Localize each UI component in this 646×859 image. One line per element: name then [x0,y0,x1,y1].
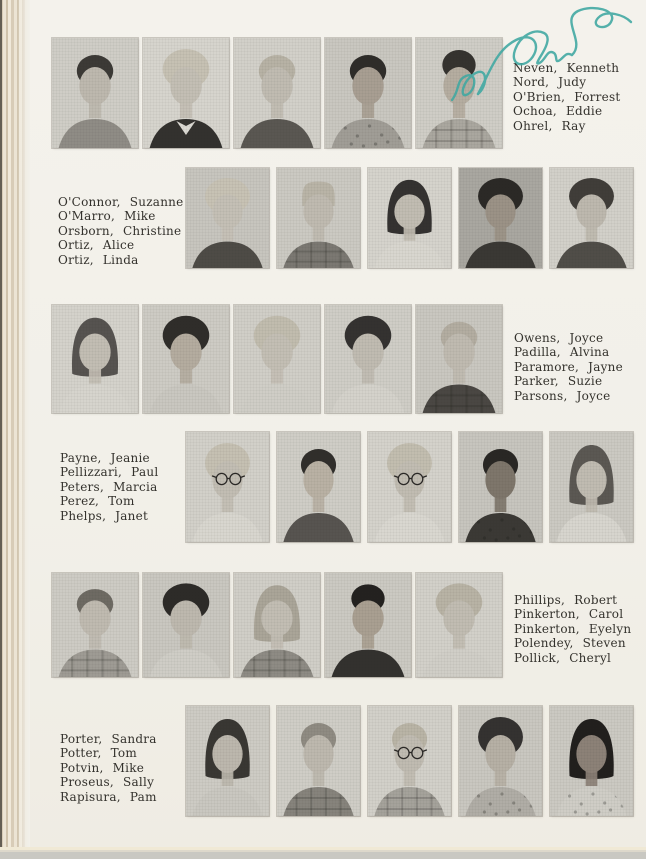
portrait-photo [416,38,502,148]
portrait-illustration [368,168,451,268]
portrait-photo [416,305,502,413]
student-name: O'Marro, Mike [58,209,156,224]
student-name: Pinkerton, Eyelyn [514,621,632,636]
portrait-photo [277,432,360,542]
portrait-photo [186,168,269,268]
portrait-illustration [459,168,542,268]
student-name: Paramore, Jayne [514,359,623,374]
portrait-illustration [325,38,411,148]
student-name: Phelps, Janet [60,508,149,523]
student-name: Ortiz, Linda [58,252,139,267]
portrait-illustration [277,706,360,816]
portrait-photo [459,432,542,542]
portrait-photo [550,706,633,816]
student-name: O'Connor, Suzanne [58,195,184,209]
portrait-illustration [368,432,451,542]
portrait-photo [325,38,411,148]
portrait-illustration [186,706,269,816]
student-name: Payne, Jeanie [60,451,150,465]
page-bottom-edge [0,847,646,859]
student-name: Proseus, Sally [60,775,155,790]
student-name: Polendey, Steven [514,636,626,651]
student-name: Potter, Tom [60,746,138,761]
portrait-illustration [143,573,229,677]
student-name: Ochoa, Eddie [513,104,603,119]
portrait-illustration [52,38,138,148]
portrait-illustration [186,168,269,268]
portrait-photo [52,573,138,677]
portrait-photo [368,706,451,816]
student-name: Neven, Kenneth [513,61,620,75]
portrait-photo [234,305,320,413]
portrait-photo [368,168,451,268]
portrait-photo [325,305,411,413]
portrait-illustration [52,573,138,677]
names-list [60,732,157,804]
portrait-illustration [550,706,633,816]
names-list [60,451,158,523]
names-list [513,61,620,133]
portrait-illustration [368,706,451,816]
student-name: Pellizzari, Paul [60,465,159,480]
portrait-photo [234,38,320,148]
yearbook-row [0,432,646,542]
portrait-photo [143,305,229,413]
portrait-illustration [459,432,542,542]
student-name: Parker, Suzie [514,374,603,389]
portrait-photo [459,706,542,816]
portrait-photo [416,573,502,677]
portrait-illustration [234,38,320,148]
portrait-illustration [550,168,633,268]
portrait-photo [234,573,320,677]
portrait-photo [186,432,269,542]
student-name: O'Brien, Forrest [513,89,621,104]
portrait-illustration [325,573,411,677]
student-name: Owens, Joyce [514,331,604,345]
portrait-illustration [143,38,229,148]
portrait-photo [186,706,269,816]
portrait-photo [143,38,229,148]
student-name: Potvin, Mike [60,760,145,775]
portrait-photo [550,432,633,542]
yearbook-row [0,305,646,413]
portrait-illustration [143,305,229,413]
portrait-photo [368,432,451,542]
portrait-illustration [416,305,502,413]
portrait-illustration [416,38,502,148]
portrait-photo [143,573,229,677]
student-name: Nord, Judy [513,75,587,90]
yearbook-row [0,706,646,816]
portrait-illustration [234,573,320,677]
portrait-photo [277,706,360,816]
portrait-illustration [325,305,411,413]
student-name: Pollick, Cheryl [514,650,612,665]
portrait-illustration [52,305,138,413]
names-list [514,331,623,403]
portrait-photo [550,168,633,268]
yearbook-row [0,38,646,148]
portrait-illustration [277,168,360,268]
student-name: Phillips, Robert [514,593,618,607]
student-name: Ortiz, Alice [58,238,135,253]
portrait-photo [459,168,542,268]
portrait-illustration [234,305,320,413]
student-name: Orsborn, Christine [58,223,182,238]
portrait-photo [52,38,138,148]
names-list [514,593,631,665]
yearbook-row [0,573,646,677]
student-name: Rapisura, Pam [60,789,157,804]
portrait-photo [277,168,360,268]
portrait-illustration [459,706,542,816]
student-name: Perez, Tom [60,494,135,509]
portrait-illustration [416,573,502,677]
student-name: Peters, Marcia [60,479,158,494]
portrait-illustration [277,432,360,542]
student-name: Padilla, Alvina [514,345,610,360]
student-name: Ohrel, Ray [513,118,586,133]
portrait-illustration [186,432,269,542]
student-name: Porter, Sandra [60,732,157,746]
portrait-photo [325,573,411,677]
student-name: Parsons, Joyce [514,388,611,403]
yearbook-row [0,168,646,268]
names-list [58,195,184,267]
student-name: Pinkerton, Carol [514,607,624,622]
portrait-photo [52,305,138,413]
portrait-illustration [550,432,633,542]
